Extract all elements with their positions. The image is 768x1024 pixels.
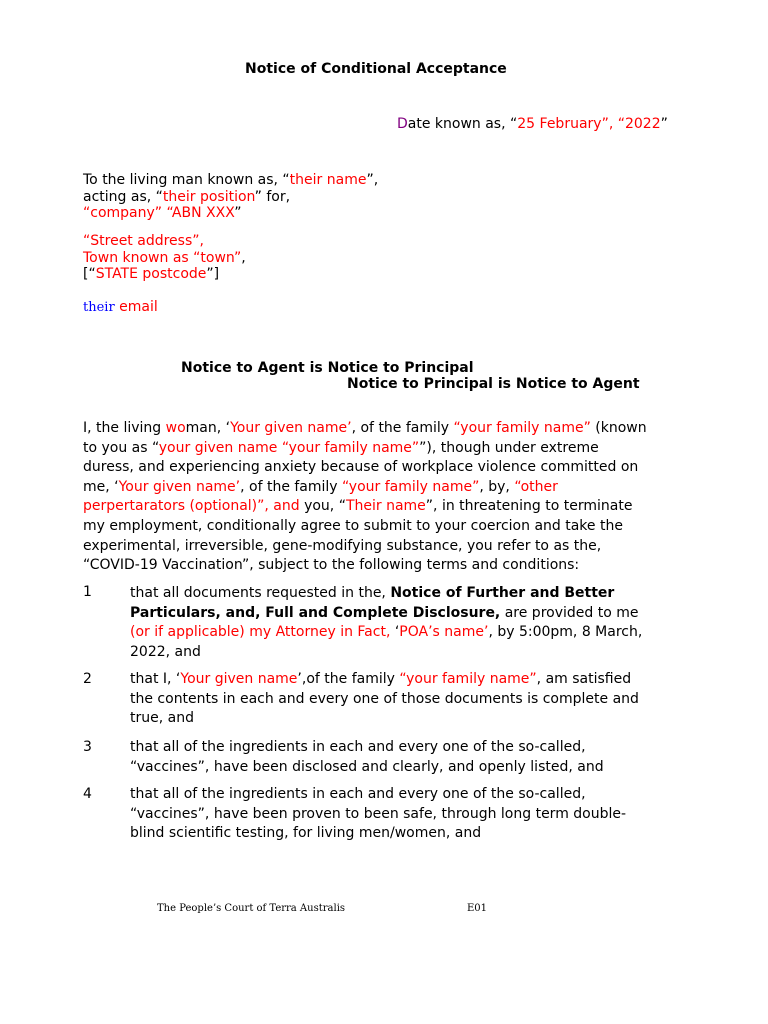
family-name: “your family name”: [399, 671, 537, 687]
intro-text: , of the family: [351, 420, 454, 436]
given-name: Your given name’: [230, 420, 352, 436]
intro-text: , of the family: [240, 478, 343, 495]
item-text: , by 5:00pm, 8 March,: [488, 624, 643, 641]
item-bold-text: Particulars, and, Full and Complete Disclosure,: [130, 604, 501, 621]
state-postcode: STATE postcode: [95, 266, 207, 282]
recipient-label: To the living man known as, “: [83, 172, 290, 188]
item-number: 2: [83, 671, 92, 687]
item-line: “vaccines”, have been proven to been safe, through long term double-: [130, 805, 627, 822]
town-line: [83, 250, 246, 267]
recipient-name-suffix: ”,: [366, 172, 379, 188]
intro-line: duress, and experiencing anxiety because of workplace violence committed on: [83, 459, 639, 476]
intro-line: [83, 419, 647, 439]
item-text: that all documents requested in the,: [130, 585, 391, 601]
date-line: [397, 116, 668, 133]
family-name: “your family name”: [342, 478, 480, 495]
state-prefix: [“: [83, 266, 96, 282]
intro-paragraph: [83, 419, 647, 576]
item-text: that I, ‘: [130, 671, 181, 687]
item-number: 1: [83, 584, 92, 600]
intro-text: , by,: [479, 478, 515, 495]
intro-text: to you as “: [83, 439, 159, 456]
item-number: 4: [83, 786, 92, 802]
poa-name: POA’s name’: [399, 624, 489, 641]
item-bold-text: Notice of Further and Better: [390, 585, 615, 601]
state-suffix: ”]: [206, 266, 220, 282]
item-line: that all of the ingredients in each and every one of the so-called,: [130, 739, 586, 755]
intro-line: experimental, irreversible, gene-modifying substance, you refer to as the,: [83, 537, 602, 554]
item-line: [130, 670, 639, 690]
item-3-text: [130, 738, 604, 777]
their-name: Their name: [345, 498, 426, 515]
intro-line: my employment, conditionally agree to submit to your coercion and take the: [83, 517, 623, 534]
intro-text: man, ‘: [185, 420, 231, 436]
email-their: their: [83, 300, 115, 315]
recipient-name-line: [83, 172, 378, 189]
item-number: 3: [83, 739, 92, 755]
item-2-text: [130, 670, 639, 729]
footer-right: E01: [467, 903, 488, 914]
item-line: that all of the ingredients in each and every one of the so-called,: [130, 786, 586, 802]
address-block: [83, 233, 246, 283]
town-suffix: ,: [241, 249, 246, 266]
given-name: Your given name’: [118, 478, 241, 495]
item-line: “vaccines”, have been disclosed and clearly, and openly listed, and: [130, 758, 604, 775]
recipient-block: [83, 172, 378, 222]
item-line: the contents in each and every one of those documents is complete and: [130, 690, 639, 707]
document-title: Notice of Conditional Acceptance: [245, 61, 507, 77]
position-label: acting as, “: [83, 188, 163, 205]
item-line: [130, 584, 642, 604]
item-text: are provided to me: [500, 604, 639, 621]
other-perpetrators: perpertarators (optional)”, and: [83, 498, 300, 515]
item-text: , am satisfied: [536, 671, 632, 687]
item-4-text: [130, 785, 626, 844]
item-text: ‘: [394, 624, 400, 641]
position-suffix: ” for,: [254, 188, 291, 205]
town: Town known as “town”: [83, 249, 242, 266]
intro-line: [83, 439, 647, 459]
item-text: ’,of the family: [297, 671, 400, 687]
item-line: [130, 604, 642, 624]
recipient-position-line: [83, 189, 378, 206]
intro-wo: wo: [165, 420, 186, 436]
family-name: “your family name”: [453, 420, 591, 436]
email-word: email: [119, 299, 158, 315]
intro-text: ”, in threatening to terminate: [425, 498, 633, 515]
intro-text: you, “: [299, 498, 346, 515]
intro-line: “COVID-19 Vaccination”, subject to the following terms and conditions:: [83, 557, 580, 574]
date-prefix: ate known as, “: [407, 116, 518, 132]
recipient-name: their name: [289, 172, 367, 188]
intro-text: ”), though under extreme: [419, 439, 599, 456]
item-1-text: [130, 584, 642, 662]
date-suffix: ”: [660, 116, 668, 132]
other-perpetrators: “other: [514, 478, 558, 495]
intro-text: (known: [590, 420, 647, 436]
intro-text: I, the living: [83, 420, 166, 436]
intro-line: [83, 478, 647, 498]
street-address: “Street address”,: [83, 233, 204, 249]
notice-line-1: Notice to Agent is Notice to Principal: [181, 360, 474, 376]
date-initial: D: [397, 116, 408, 132]
recipient-position: their position: [162, 188, 255, 205]
email-line[interactable]: [83, 299, 158, 315]
intro-line: [83, 497, 647, 517]
recipient-company-line: [83, 205, 378, 222]
item-line: [130, 623, 642, 643]
notice-line-2: Notice to Principal is Notice to Agent: [347, 376, 640, 392]
intro-text: me, ‘: [83, 478, 119, 495]
full-name: your given name “your family name”: [158, 439, 420, 456]
item-line: 2022, and: [130, 643, 201, 660]
given-name: Your given name: [180, 671, 298, 687]
state-line: [83, 266, 246, 283]
attorney-text: (or if applicable) my Attorney in Fact,: [130, 624, 395, 641]
company-suffix: ”: [234, 205, 242, 221]
item-line: blind scientific testing, for living men/women, and: [130, 825, 482, 842]
recipient-company: “company” “ABN XXX: [83, 205, 235, 221]
item-line: true, and: [130, 710, 194, 727]
footer-left: The People’s Court of Terra Australis: [157, 903, 346, 914]
date-value: 25 February”, “2022: [517, 116, 661, 132]
